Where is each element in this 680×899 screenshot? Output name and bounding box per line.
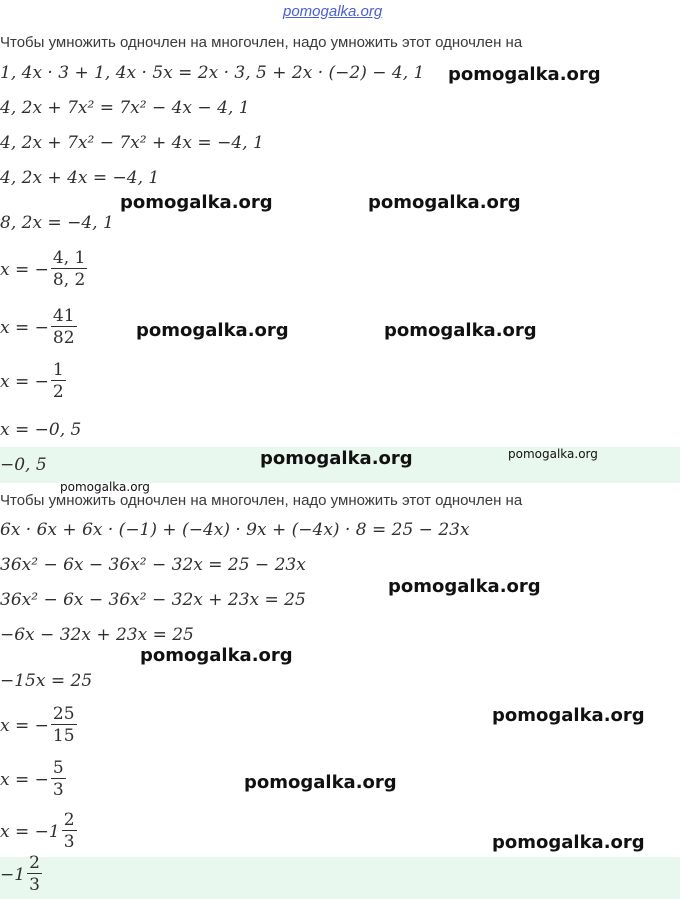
part2-equation-line-3: 36x² − 6x − 36x² − 32x + 23x = 25 xyxy=(0,590,306,610)
part2-equation-line-5: −15x = 25 xyxy=(0,671,93,691)
part2-intro-text: Чтобы умножить одночлен на многочлен, надо умножить этот одночлен на xyxy=(0,492,523,509)
part1-equation-line-2: 4, 2x + 7x² = 7x² − 4x − 4, 1 xyxy=(0,98,250,118)
fraction-lhs: x = − xyxy=(0,769,49,790)
fraction xyxy=(51,306,77,349)
fraction-numerator: 25 xyxy=(52,704,75,724)
fraction-denominator: 3 xyxy=(52,780,64,800)
fraction-denominator: 3 xyxy=(63,832,75,852)
part1-intro-text: Чтобы умножить одночлен на многочлен, надо умножить этот одночлен на xyxy=(0,34,523,51)
fraction-numerator: 1 xyxy=(52,360,64,380)
fraction xyxy=(51,704,77,747)
watermark: pomogalka.org xyxy=(60,480,150,494)
watermark: pomogalka.org xyxy=(136,320,289,341)
fraction-lhs: x = − xyxy=(0,317,49,338)
watermark: pomogalka.org xyxy=(384,320,537,341)
watermark: pomogalka.org xyxy=(388,576,541,597)
part1-equation-line-5: 8, 2x = −4, 1 xyxy=(0,213,114,233)
watermark: pomogalka.org xyxy=(244,772,397,793)
watermark: pomogalka.org xyxy=(368,192,521,213)
part2-fraction-line-3 xyxy=(0,810,77,853)
fraction-numerator: 2 xyxy=(29,853,40,873)
part1-final-line: x = −0, 5 xyxy=(0,420,82,440)
part1-equation-line-1: 1, 4x · 3 + 1, 4x · 5x = 2x · 3, 5 + 2x · (−2) − 4, 1 xyxy=(0,63,425,83)
fraction-lhs: x = − xyxy=(0,371,49,392)
watermark: pomogalka.org xyxy=(120,192,273,213)
part2-answer xyxy=(0,853,42,896)
fraction-lhs: x = − xyxy=(0,259,49,280)
fraction-numerator: 5 xyxy=(52,758,64,778)
watermark: pomogalka.org xyxy=(508,447,598,461)
fraction-numerator: 4, 1 xyxy=(52,248,86,268)
fraction xyxy=(27,853,42,896)
fraction-lhs: x = − xyxy=(0,715,49,736)
fraction-lhs: −1 xyxy=(0,864,26,885)
fraction xyxy=(51,758,66,801)
watermark: pomogalka.org xyxy=(492,832,645,853)
part2-equation-line-1: 6x · 6x + 6x · (−1) + (−4x) · 9x + (−4x) · 8 = 25 − 23x xyxy=(0,520,470,540)
fraction xyxy=(51,360,66,403)
watermark: pomogalka.org xyxy=(260,448,413,469)
watermark: pomogalka.org xyxy=(492,705,645,726)
part1-equation-line-3: 4, 2x + 7x² − 7x² + 4x = −4, 1 xyxy=(0,133,264,153)
fraction-denominator: 82 xyxy=(52,328,75,348)
fraction-denominator: 3 xyxy=(29,875,40,895)
fraction-lhs: x = −1 xyxy=(0,821,60,842)
part1-fraction-line-3 xyxy=(0,360,66,403)
part2-equation-line-4: −6x − 32x + 23x = 25 xyxy=(0,625,194,645)
watermark: pomogalka.org xyxy=(140,645,293,666)
fraction-denominator: 2 xyxy=(52,382,64,402)
part1-equation-line-4: 4, 2x + 4x = −4, 1 xyxy=(0,168,160,188)
part2-fraction-line-2 xyxy=(0,758,66,801)
part2-equation-line-2: 36x² − 6x − 36x² − 32x = 25 − 23x xyxy=(0,555,306,575)
site-link[interactable]: pomogalka.org xyxy=(283,3,383,20)
part1-fraction-line-1 xyxy=(0,248,87,291)
fraction-numerator: 41 xyxy=(52,306,75,326)
fraction xyxy=(62,810,77,853)
fraction-denominator: 15 xyxy=(52,726,75,746)
fraction xyxy=(51,248,87,291)
fraction-denominator: 8, 2 xyxy=(52,270,86,290)
part1-answer: −0, 5 xyxy=(0,455,47,475)
part2-fraction-line-1 xyxy=(0,704,77,747)
watermark: pomogalka.org xyxy=(448,64,601,85)
part2-answer-bar xyxy=(0,857,680,899)
fraction-numerator: 2 xyxy=(63,810,75,830)
part1-fraction-line-2 xyxy=(0,306,77,349)
